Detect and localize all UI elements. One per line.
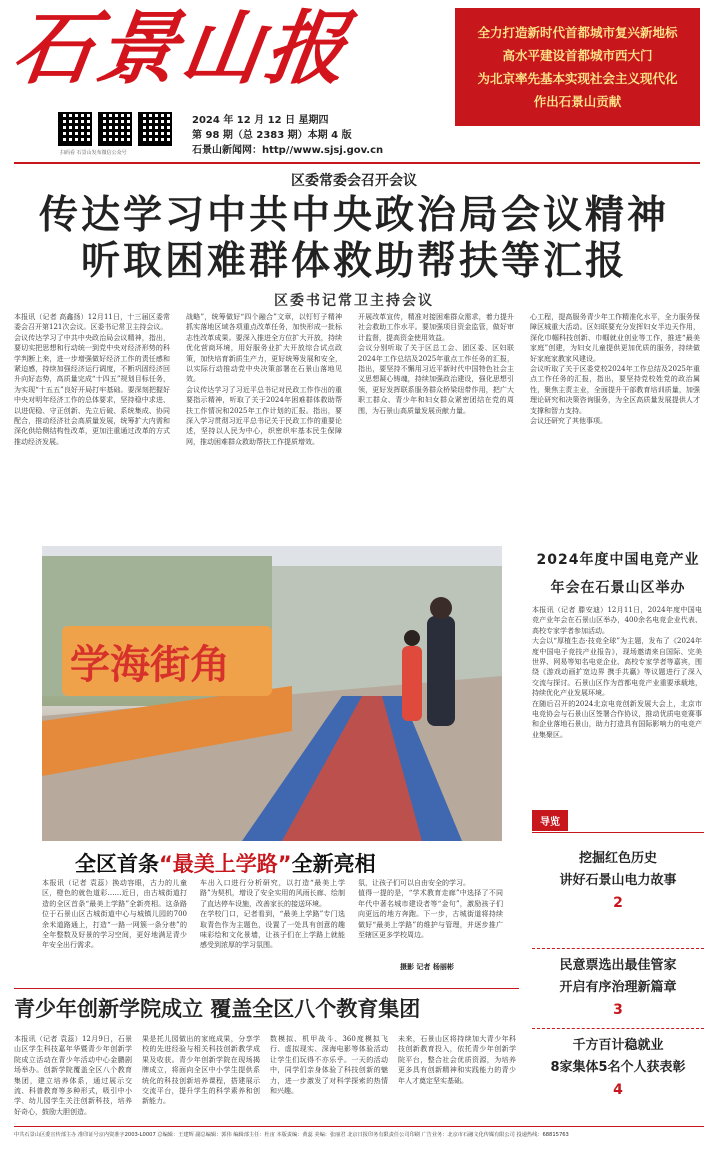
slogan-line: 全力打造新时代首都城市复兴新地标 xyxy=(477,25,678,40)
issue-date: 2024 年 12 月 12 日 星期四 xyxy=(192,115,329,126)
sign-text: 学海街角 xyxy=(70,642,230,688)
guide-label: 导览 xyxy=(532,810,568,831)
caption-prefix: 全区首条 xyxy=(75,852,159,876)
divider xyxy=(14,162,700,164)
guide-item-page: 2 xyxy=(613,895,623,911)
lead-kicker: 区委常委会召开会议 xyxy=(291,173,417,189)
footer: 中共石景山区委宣传部主办 准印证号京内资准字2003-L0007 总编辑：王建辉 副总编辑：郭伟 编辑部主任：杜宙 本版责编：黄蕊 美编：张丽君 北京日报印务有限责任公司印刷 广告业务：北京市石融文化传媒有限公司 投递热线：68815763 xyxy=(14,1126,704,1138)
photo-column: 本报讯（记者 袁蕊）换动容眼，古力的儿童区，橙色的就色道彩……近日，由古城街道打造的全区首条“最美上学路”全新亮相。这条路位于石景山区古城街道中心与城镇儿园的700余米道路通上，打造“一路一网簇一条分巷”的全年整数及好景的学习空间，更好地满足青少年安全出行需求。 xyxy=(42,879,187,950)
guide-header xyxy=(532,810,704,833)
guide-item[interactable] xyxy=(532,1028,704,1101)
guide-item[interactable] xyxy=(532,948,704,1021)
lead-column: 战略”，统筹做好“四个融合”文章，以钉钉子精神抓实落地区域各项重点改革任务，加快形成一批标志性改革成果。要深入推进全方位扩大开放，持续优化营商环境，用好服务业扩大开放综合试点政策，加快培育新质生产力，更好统筹发展和安全，以实际行动推动党中央决策部署在石景山落地见效。 会议传达学习了习近平总书记对民政工作作出的重要指示精神，听取了关于2024年困难群体救助帮扶工作情况和2025年工作计划的汇报。指出，要深入学习贯彻习近平总书记关于民政工作的重要论述，坚持以人民为中心，织密织牢基本民生保障网，推动困难群众救助帮扶工作提质增效。 xyxy=(186,313,342,446)
slogan-line: 高水平建设首都城市西大门 xyxy=(502,48,653,63)
qr-caption: 扫码看 石景山发布微信公众号 xyxy=(60,150,127,156)
qr-code xyxy=(98,112,132,146)
street-photo xyxy=(42,546,502,841)
guide-item-title: 千方百计稳就业 xyxy=(572,1038,664,1053)
guide-item-title: 讲好石景山电力故事 xyxy=(559,873,677,888)
photo-credit: 摄影 记者 杨丽彬 xyxy=(400,963,454,971)
lead-column: 心工程，提高服务青少年工作精准化水平，全力服务保障区城重大活动。区妇联要充分发挥妇女半边天作用，深化巾帼科技创新、巾帼就业创业等工作，推进“最美家庭”创建，为妇女儿童提供更加优质的服务，持续做好家庭家教家风建设。 会议听取了关于区委党校2024年工作总结及2025年重点工作任务的汇报，指出，要坚持党校姓党的政治属性，聚焦主责主业，全面提升干部教育培训质量，加强理论研究和决策咨询服务，为全区高质量发展提供人才支撑和智力支持。 会议还研究了其他事项。 xyxy=(530,313,700,426)
photo-caption xyxy=(75,848,376,878)
article3-column: 未来，石景山区将持续加大青少年科技创新教育投入，依托青少年创新学院平台，整合社会优质资源，为培养更多具有创新精神和实践能力的青少年人才奠定坚实基础。 xyxy=(398,1035,516,1085)
lead-column: 开展改革宣传，精准对接困难群众需求，着力提升社会救助工作水平。要加强项目资金监管，做好审计监督，提高资金使用效益。 会议分别听取了关于区总工会、团区委、区妇联2024年工作总结及2025年重点工作任务的汇报，指出，要坚持不懈用习近平新时代中国特色社会主义思想凝心铸魂，持续加强政治建设，强化思想引领，更好发挥联系服务群众桥梁纽带作用，把广大职工群众、青少年和妇女群众紧密团结在党的周围，为石景山高质量发展贡献力量。 xyxy=(358,313,514,415)
slogan-line: 作出石景山贡献 xyxy=(533,94,622,109)
article2-title: 年会在石景山区举办 xyxy=(550,580,686,596)
guide-item-title: 开启有序治理新篇章 xyxy=(559,980,677,995)
article3-title: 青少年创新学院成立 覆盖全区八个教育集团 xyxy=(14,996,421,1021)
slogan-box xyxy=(455,8,700,126)
article3-column: 果是托儿园做出的家庭成果，分享学校的先进经验与相关科技创新教学成果及收获。青少年创新学院在现场揭牌成立，将面向全区中小学生提供系统化的科技创新培养课程，搭建展示交流平台，提升学生的科学素养和创新能力。 xyxy=(142,1035,260,1106)
qr-code xyxy=(138,112,172,146)
article2-title: 2024年度中国电竞产业 xyxy=(536,552,700,568)
lead-title: 听取困难群体救助帮扶等汇报 xyxy=(80,238,627,284)
guide-item[interactable] xyxy=(532,848,704,914)
photo-column: 氛，让孩子们可以自由安全的学习。 值得一提的是，“学术教育走廊”中选择了不同年代中著名城市建设者等“金句”，激励孩子们向更远的地方奔跑。下一步，古城街道将持续做好“最美上学路”的维护与管理，并逐步推广至辖区更多学校周边。 xyxy=(358,879,503,940)
guide-item-page: 3 xyxy=(613,1002,623,1018)
guide-item-page: 4 xyxy=(613,1082,623,1098)
masthead-title: 石景山报 xyxy=(7,1,357,95)
article3-column: 数模拟、机甲战斗、360度模拟飞行、虚拟现实、深海电影等体验活动让学生们玩得不亦乐乎。一天的活动中，同学们亲身体验了科技创新的魅力，进一步激发了对科学探索的热情和兴趣。 xyxy=(270,1035,388,1096)
article2-body: 本报讯（记者 滕安迪）12月11日，2024年度中国电竞产业年会在石景山区举办，400余名电竞企业代表、高校专家学者参加活动。 大会以“厚植生态·技竞全球”为主题，发布了《2024年度中国电子竞技产业报告》，现场邀请来自国际、完美世界、网易等知名电竞企业、高校专家学者等嘉宾，围绕《游戏动画扩宽边界 携手共赢》等议题进行了深入交流与探讨。石景山区作为首都电竞产业重要承载地，持续优化产业发展环境。 在随后召开的2024北京电竞创新发展大会上，北京市电竞协会与石景山区签署合作协议，推动优质电竞赛事和企业落地石景山，助力打造具有国际影响力的电竞产业集聚区。 xyxy=(532,606,702,739)
issue-website: 石景山新闻网：http//www.sjsj.gov.cn xyxy=(192,145,384,156)
slogan-line: 为北京率先基本实现社会主义现代化 xyxy=(477,71,678,86)
guide-item-title: 8家集体5名个人获表彰 xyxy=(550,1060,686,1075)
caption-suffix: 全新亮相 xyxy=(291,852,376,876)
issue-number: 第 98 期（总 2383 期）本期 4 版 xyxy=(192,130,352,141)
article3-column: 本报讯（记者 袁蕊）12月9日，石景山区学生科技嘉年华暨青少年创新学院成立活动在青少年活动中心金鹏剧场举办。创新学院覆盖全区八个教育集团，建立培养体系，通过展示交流、科普教育等多种形式，吸引中小学、幼儿园学生关注创新科技，培养好奇心，鼓励大胆创造。 xyxy=(14,1035,132,1116)
guide-item-title: 挖掘红色历史 xyxy=(578,851,657,866)
lead-title: 传达学习中共中央政治局会议精神 xyxy=(38,192,669,238)
photo-column: 车出入口进行分析研究，以打造“最美上学路”为契机，增设了安全实用的风雨长廊、绘制了直达停车设施，改善家长的接送环境。 在学校门口，记者看到，“最美上学路”专门选取青色作为主题色，设置了一处具有创意的趣味彩绘和文化景墙，让孩子们在上学路上就能感受到浓厚的学习氛围。 xyxy=(200,879,345,950)
lead-column: 本报讯（记者 高鑫扬）12月11日，十三届区委常委会召开第121次会议。区委书记常卫主持会议。 会议传达学习了中共中央政治局会议精神，指出，要切实把思想和行动统一到党中央对经济形势的科学判断上来，进一步增强做好经济工作的责任感和紧迫感，持续加强经济运行调度，不断巩固经济回升向好态势，高质量完成“十四五”规划目标任务，为实现“十五五”良好开局打牢基础。要深刻把握好中央对明年经济工作的总体要求，坚持稳中求进、以进促稳、守正创新、先立后破、系统集成、协同配合，推动经济社会高质量发展，统筹扩大内需和深化供给侧结构性改革，更加注重通过改革的方式推动经济发展。 xyxy=(14,313,170,446)
qr-code xyxy=(58,112,92,146)
lead-subtitle: 区委书记常卫主持会议 xyxy=(274,293,434,309)
guide-item-title: 民意票选出最佳管家 xyxy=(559,958,677,973)
divider xyxy=(14,988,519,989)
photo-illustration xyxy=(42,546,502,841)
caption-quote: “最美上学路” xyxy=(159,852,292,876)
guide-box xyxy=(532,810,704,1106)
